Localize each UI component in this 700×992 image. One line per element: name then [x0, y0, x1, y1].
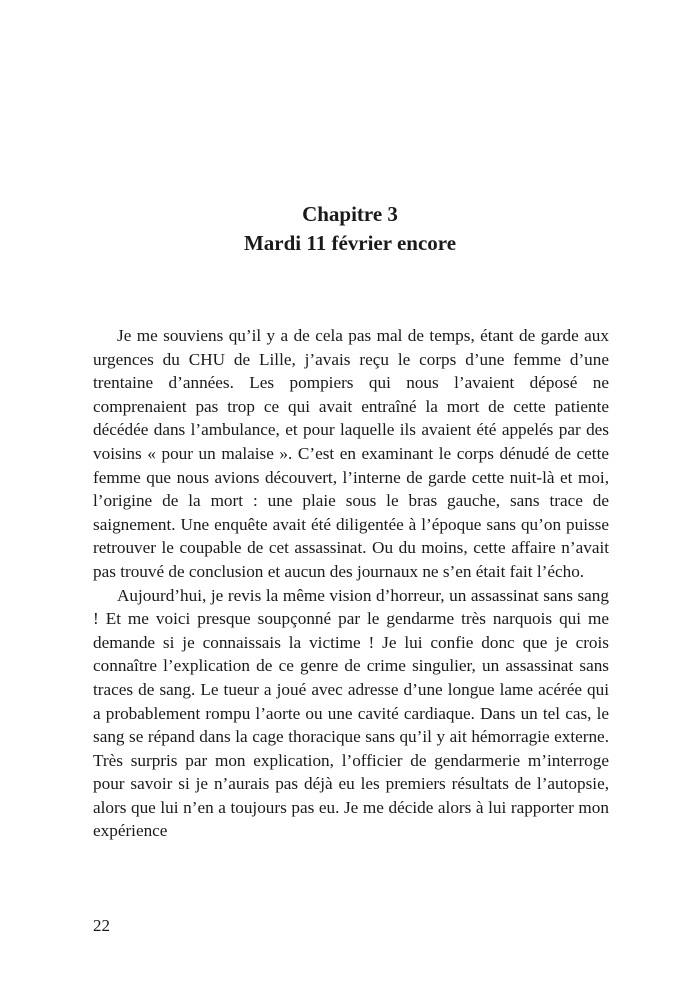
chapter-title: Mardi 11 février encore [243, 231, 457, 255]
page-number: 22 [93, 916, 110, 935]
paragraph: Aujourd’hui, je revis la même vision d’horreur, un assassinat sans sang ! Et me voici presque soupçonné par le gendarme très narquois qui me demande si je connaissais la victime ! Je lui confie donc que je crois connaître l’explication de ce genre de crime singulier, un assassinat sans traces de sang. Le tueur a joué avec adresse d’une longue lame acérée qui a probablement rompu l’aorte ou une cavité cardiaque. Dans un tel cas, le sang se répand dans la cage thoracique sans qu’il y ait hémorragie externe. Très surpris par mon explication, l’officier de gendarmerie m’interroge pour savoir si je n’aurais pas déjà eu les premiers résultats de l’autopsie, alors que lui n’en a toujours pas eu. Je me décide alors à lui rapporter mon expérience [93, 585, 609, 841]
body-text [93, 324, 609, 843]
chapter-number: Chapitre 3 [302, 202, 398, 226]
paragraph: Je me souviens qu’il y a de cela pas mal de temps, étant de garde aux urgences du CHU de Lille, j’avais reçu le corps d’une femme d’une trentaine d’années. Les pompiers qui nous l’avaient déposé ne comprenaient pas trop ce qui avait entraîné la mort de cette patiente décédée dans l’ambulance, et pour laquelle ils avaient été appelés par des voisins « pour un malaise ». C’est en examinant le corps dénudé de cette femme que nous avions découvert, l’interne de garde cette nuit-là et moi, l’origine de la mort : une plaie sous le bras gauche, sans trace de saignement. Une enquête avait été diligentée à l’époque sans qu’on puisse retrouver le coupable de cet assassinat. Ou du moins, cette affaire n’avait pas trouvé de conclusion et aucun des journaux ne s’en était fait l’écho. [93, 326, 609, 581]
